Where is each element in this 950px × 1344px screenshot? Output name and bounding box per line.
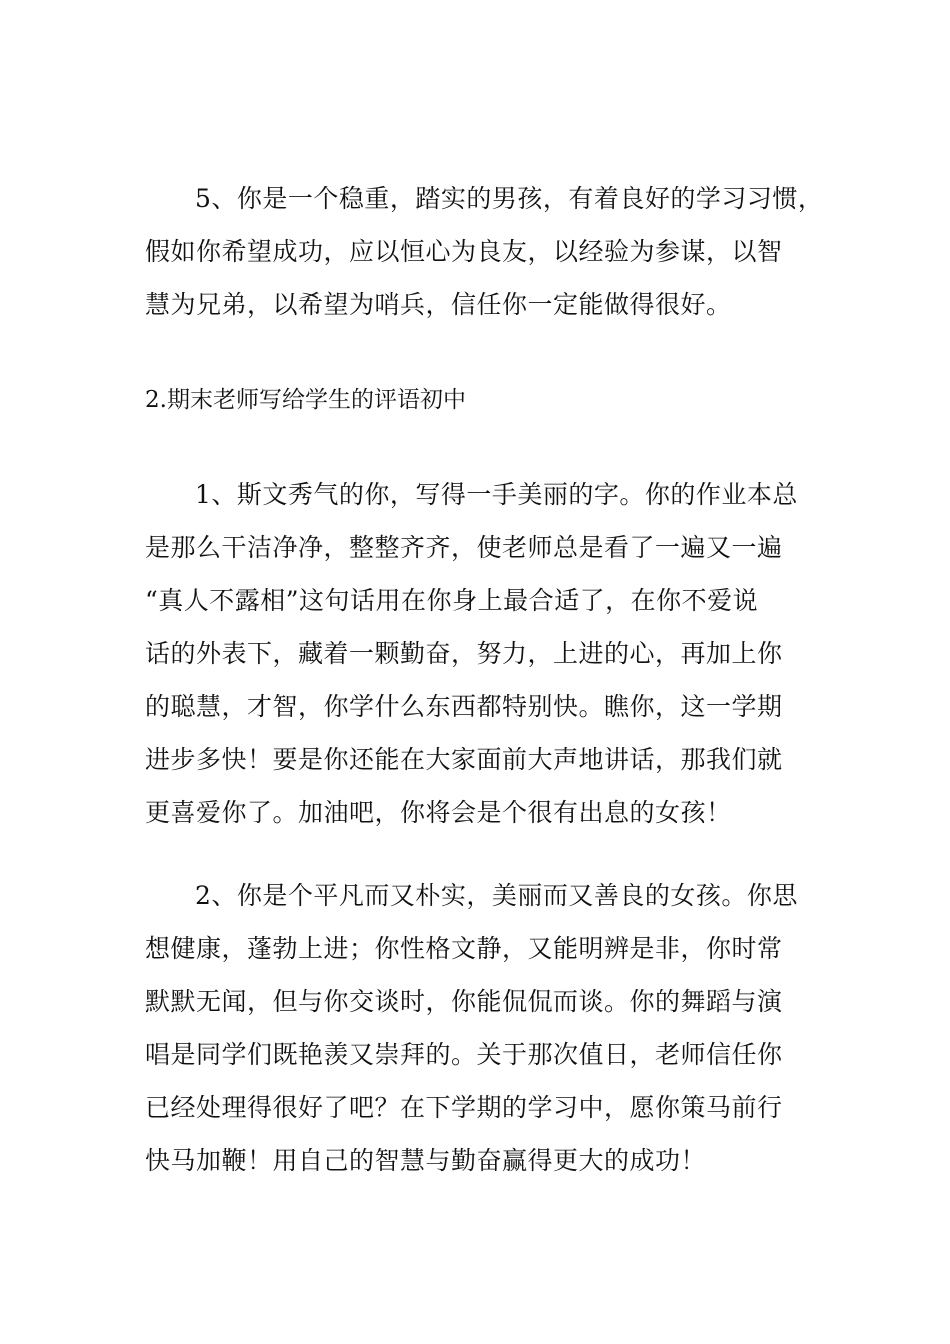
paragraph-line: 慧为兄弟，以希望为哨兵，信任你一定能做得很好。 [145,290,732,319]
paragraph-line: 已经处理得很好了吧？在下学期的学习中，愿你策马前行 [145,1093,783,1122]
paragraph-line: 1、斯文秀气的你，写得一手美丽的字。你的作业本总 [195,480,798,509]
paragraph-line: “真人不露相”这句话用在你身上最合适了，在你不爱说 [145,586,759,615]
paragraph-line: 唱是同学们既艳羡又崇拜的。关于那次值日，老师信任你 [145,1040,783,1069]
paragraph-line: 话的外表下，藏着一颗勤奋，努力，上进的心，再加上你 [145,639,783,668]
paragraph-line: 5、你是一个稳重，踏实的男孩，有着良好的学习习惯， [195,184,824,213]
paragraph-line: 想健康，蓬勃上进；你性格文静，又能明辨是非，你时常 [145,934,783,963]
paragraph-line: 进步多快！要是你还能在大家面前大声地讲话，那我们就 [145,745,783,774]
section-heading: 2.期末老师写给学生的评语初中 [145,387,466,413]
paragraph-5 [145,172,835,331]
comment-1 [145,468,835,839]
paragraph-line: 快马加鞭！用自己的智慧与勤奋赢得更大的成功！ [145,1146,707,1175]
paragraph-line: 默默无闻，但与你交谈时，你能侃侃而谈。你的舞蹈与演 [145,987,783,1016]
paragraph-line: 是那么干洁净净，整整齐齐，使老师总是看了一遍又一遍 [145,533,783,562]
paragraph-line: 假如你希望成功，应以恒心为良友，以经验为参谋，以智 [145,237,783,266]
paragraph-line: 2、你是个平凡而又朴实，美丽而又善良的女孩。你思 [195,881,798,910]
paragraph-line: 更喜爱你了。加油吧，你将会是个很有出息的女孩！ [145,798,732,827]
paragraph-line: 的聪慧，才智，你学什么东西都特别快。瞧你，这一学期 [145,692,783,721]
comment-2 [145,869,835,1187]
